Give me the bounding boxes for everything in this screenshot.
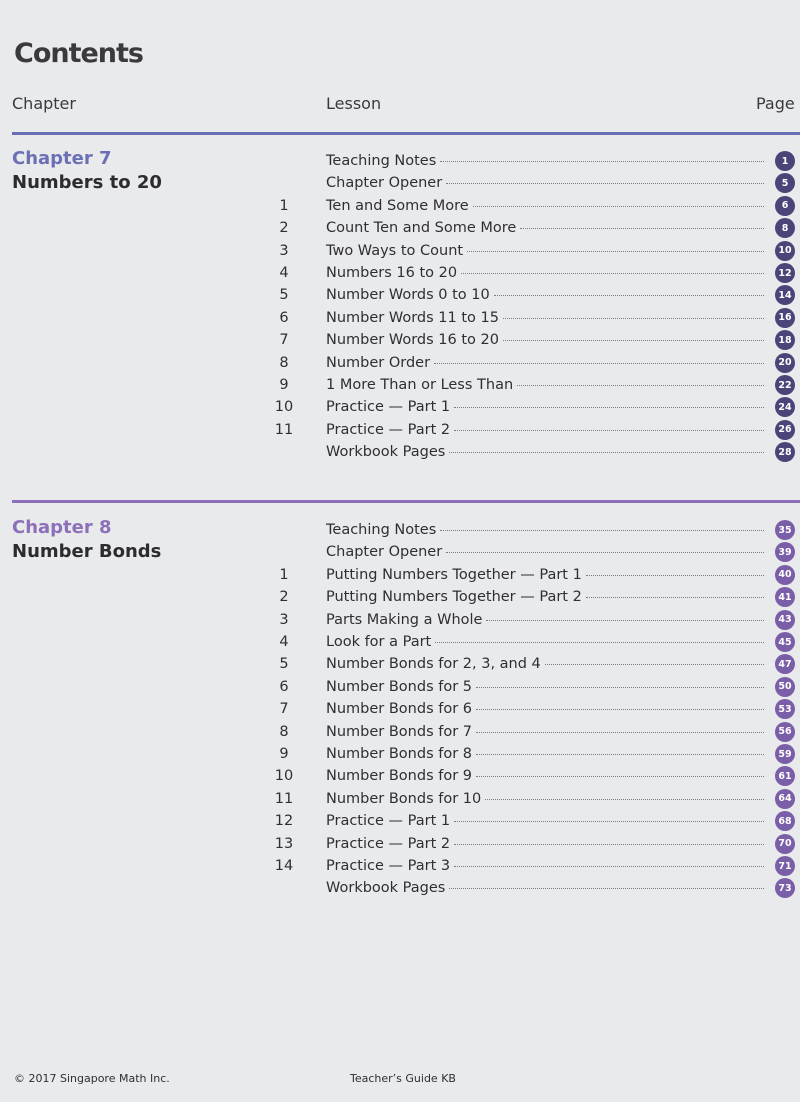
lesson-entry — [326, 355, 770, 371]
page-number-badge: 50 — [775, 677, 795, 697]
lesson-title: Number Bonds for 5 — [326, 678, 473, 695]
toc-row — [0, 353, 800, 375]
lesson-number: 11 — [274, 421, 294, 438]
dot-leader — [476, 686, 764, 688]
page-number-badge: 22 — [775, 375, 795, 395]
toc-row — [0, 241, 800, 263]
page-number-badge: 59 — [775, 744, 795, 764]
lesson-entry — [326, 679, 770, 695]
lesson-number: 9 — [279, 377, 289, 393]
dot-leader — [440, 529, 764, 531]
toc-row — [0, 420, 800, 442]
lesson-title: Look for a Part — [326, 634, 432, 650]
page-number-badge: 12 — [775, 263, 795, 283]
lesson-number: 3 — [279, 242, 289, 259]
page-number-badge: 6 — [775, 196, 795, 216]
lesson-number: 2 — [279, 220, 289, 237]
lesson-entry — [326, 567, 770, 583]
dot-leader — [449, 887, 764, 889]
toc-row — [0, 375, 800, 397]
toc-row — [0, 587, 800, 609]
dot-leader — [461, 272, 764, 274]
chapter-8-number: Chapter 8 — [12, 517, 112, 538]
lesson-entry — [326, 153, 770, 169]
lesson-title: Teaching Notes — [326, 153, 437, 169]
page-number-badge: 39 — [775, 542, 795, 562]
lesson-title: Two Ways to Count — [326, 242, 464, 259]
lesson-title: Number Bonds for 9 — [326, 768, 473, 785]
toc-row — [0, 285, 800, 307]
lesson-title: Chapter Opener — [326, 175, 443, 192]
lesson-number: 1 — [279, 197, 289, 214]
lesson-title: Practice — Part 2 — [326, 421, 451, 438]
lesson-title: Number Bonds for 2, 3, and 4 — [326, 656, 541, 673]
dot-leader — [494, 294, 764, 296]
page-number-badge: 68 — [775, 811, 795, 831]
toc-row — [0, 173, 800, 195]
lesson-entry — [326, 746, 770, 762]
chapter-7-divider — [12, 132, 800, 135]
lesson-title: Numbers 16 to 20 — [326, 265, 458, 281]
lesson-number: 14 — [274, 858, 294, 874]
footer-book-title: Teacher’s Guide KB — [350, 1072, 456, 1085]
dot-leader — [476, 775, 764, 777]
footer-copyright: © 2017 Singapore Math Inc. — [14, 1072, 170, 1085]
lesson-entry — [326, 813, 770, 829]
lesson-entry — [326, 220, 770, 236]
dot-leader — [454, 843, 764, 845]
lesson-number: 10 — [274, 768, 294, 785]
lesson-number: 10 — [274, 399, 294, 416]
lesson-entry — [326, 243, 770, 259]
lesson-title: Practice — Part 2 — [326, 835, 451, 852]
dot-leader — [473, 205, 764, 207]
toc-row — [0, 263, 800, 285]
page-number-badge: 61 — [775, 766, 795, 786]
lesson-entry — [326, 175, 770, 191]
dot-leader — [446, 551, 764, 553]
lesson-title: Number Bonds for 10 — [326, 790, 482, 807]
toc-row — [0, 811, 800, 833]
lesson-number: 2 — [279, 589, 289, 606]
lesson-number: 5 — [279, 287, 289, 304]
page-number-badge: 20 — [775, 353, 795, 373]
lesson-entry — [326, 377, 770, 393]
lesson-entry — [326, 444, 770, 460]
lesson-column-header: Lesson — [326, 94, 382, 113]
toc-row — [0, 218, 800, 240]
lesson-entry — [326, 422, 770, 438]
lesson-number: 6 — [279, 678, 289, 695]
toc-row — [0, 151, 800, 173]
lesson-entry — [326, 544, 770, 560]
page-number-badge: 26 — [775, 420, 795, 440]
toc-row — [0, 654, 800, 676]
lesson-title: Number Bonds for 7 — [326, 723, 473, 740]
lesson-title: Practice — Part 3 — [326, 858, 451, 874]
lesson-title: 1 More Than or Less Than — [326, 377, 514, 393]
lesson-title: Putting Numbers Together — Part 1 — [326, 566, 582, 583]
lesson-number: 8 — [279, 354, 289, 371]
toc-row — [0, 699, 800, 721]
lesson-entry — [326, 768, 770, 784]
page-number-badge: 1 — [775, 151, 795, 171]
dot-leader — [454, 406, 764, 408]
toc-row — [0, 856, 800, 878]
chapter-7-name: Numbers to 20 — [12, 172, 162, 193]
page-number-badge: 10 — [775, 241, 795, 261]
dot-leader — [476, 753, 764, 755]
dot-leader — [467, 250, 764, 252]
lesson-title: Number Words 11 to 15 — [326, 309, 499, 326]
lesson-title: Number Order — [326, 354, 431, 371]
lesson-title: Count Ten and Some More — [326, 220, 517, 237]
toc-row — [0, 834, 800, 856]
page-number-badge: 14 — [775, 285, 795, 305]
lesson-title: Parts Making a Whole — [326, 611, 483, 628]
lesson-entry — [326, 656, 770, 672]
dot-leader — [446, 182, 764, 184]
lesson-title: Putting Numbers Together — Part 2 — [326, 589, 582, 606]
lesson-title: Teaching Notes — [326, 522, 437, 538]
page-number-badge: 56 — [775, 722, 795, 742]
dot-leader — [440, 160, 764, 162]
toc-row — [0, 330, 800, 352]
lesson-number: 7 — [279, 332, 289, 349]
lesson-entry — [326, 612, 770, 628]
lesson-number: 4 — [279, 634, 289, 650]
lesson-title: Number Bonds for 6 — [326, 701, 473, 718]
toc-row — [0, 632, 800, 654]
page-column-header: Page — [756, 94, 795, 113]
chapter-7-number: Chapter 7 — [12, 148, 112, 169]
page-number-badge: 18 — [775, 330, 795, 350]
dot-leader — [545, 663, 764, 665]
page-number-badge: 5 — [775, 173, 795, 193]
dot-leader — [454, 820, 764, 822]
dot-leader — [454, 865, 764, 867]
lesson-entry — [326, 287, 770, 303]
lesson-title: Number Bonds for 8 — [326, 746, 473, 762]
dot-leader — [517, 384, 764, 386]
toc-row — [0, 442, 800, 464]
lesson-entry — [326, 701, 770, 717]
lesson-entry — [326, 522, 770, 538]
lesson-number: 8 — [279, 723, 289, 740]
toc-row — [0, 542, 800, 564]
lesson-number: 3 — [279, 611, 289, 628]
toc-row — [0, 308, 800, 330]
lesson-number: 5 — [279, 656, 289, 673]
page-number-badge: 71 — [775, 856, 795, 876]
dot-leader — [520, 227, 764, 229]
page-number-badge: 35 — [775, 520, 795, 540]
dot-leader — [449, 451, 764, 453]
lesson-entry — [326, 265, 770, 281]
lesson-entry — [326, 791, 770, 807]
dot-leader — [503, 317, 764, 319]
lesson-number: 6 — [279, 309, 289, 326]
lesson-entry — [326, 399, 770, 415]
lesson-entry — [326, 332, 770, 348]
lesson-number: 1 — [279, 566, 289, 583]
page-number-badge: 73 — [775, 878, 795, 898]
lesson-title: Chapter Opener — [326, 544, 443, 561]
lesson-title: Workbook Pages — [326, 880, 446, 897]
lesson-number: 13 — [274, 835, 294, 852]
toc-row — [0, 397, 800, 419]
chapter-8-divider — [12, 500, 800, 503]
lesson-number: 7 — [279, 701, 289, 718]
lesson-entry — [326, 310, 770, 326]
lesson-entry — [326, 858, 770, 874]
toc-row — [0, 878, 800, 900]
page-number-badge: 24 — [775, 397, 795, 417]
page-number-badge: 53 — [775, 699, 795, 719]
lesson-title: Practice — Part 1 — [326, 399, 451, 416]
page-number-badge: 16 — [775, 308, 795, 328]
chapter-8-name: Number Bonds — [12, 541, 162, 562]
lesson-entry — [326, 880, 770, 896]
dot-leader — [503, 339, 764, 341]
toc-row — [0, 766, 800, 788]
toc-row — [0, 677, 800, 699]
toc-row — [0, 610, 800, 632]
lesson-title: Number Words 0 to 10 — [326, 287, 490, 304]
dot-leader — [454, 429, 764, 431]
lesson-number: 11 — [274, 790, 294, 807]
lesson-title: Workbook Pages — [326, 444, 446, 461]
page-number-badge: 28 — [775, 442, 795, 462]
dot-leader — [476, 708, 764, 710]
page-number-badge: 45 — [775, 632, 795, 652]
page-title: Contents — [14, 38, 144, 69]
lesson-entry — [326, 724, 770, 740]
page-number-badge: 41 — [775, 587, 795, 607]
toc-row — [0, 789, 800, 811]
dot-leader — [486, 619, 764, 621]
toc-row — [0, 744, 800, 766]
dot-leader — [476, 731, 764, 733]
toc-row — [0, 196, 800, 218]
dot-leader — [434, 362, 764, 364]
lesson-title: Number Words 16 to 20 — [326, 332, 499, 349]
lesson-entry — [326, 836, 770, 852]
page-number-badge: 47 — [775, 654, 795, 674]
page-number-badge: 70 — [775, 834, 795, 854]
toc-row — [0, 520, 800, 542]
lesson-title: Practice — Part 1 — [326, 813, 451, 830]
page-number-badge: 8 — [775, 218, 795, 238]
chapter-column-header: Chapter — [12, 94, 76, 113]
dot-leader — [485, 798, 764, 800]
lesson-number: 9 — [279, 746, 289, 762]
lesson-entry — [326, 198, 770, 214]
toc-row — [0, 722, 800, 744]
lesson-title: Ten and Some More — [326, 197, 469, 214]
lesson-number: 4 — [279, 265, 289, 281]
lesson-entry — [326, 589, 770, 605]
page-number-badge: 40 — [775, 565, 795, 585]
page-number-badge: 64 — [775, 789, 795, 809]
dot-leader — [586, 596, 764, 598]
dot-leader — [586, 574, 764, 576]
dot-leader — [435, 641, 764, 643]
toc-row — [0, 565, 800, 587]
lesson-number: 12 — [274, 813, 294, 830]
page-number-badge: 43 — [775, 610, 795, 630]
lesson-entry — [326, 634, 770, 650]
